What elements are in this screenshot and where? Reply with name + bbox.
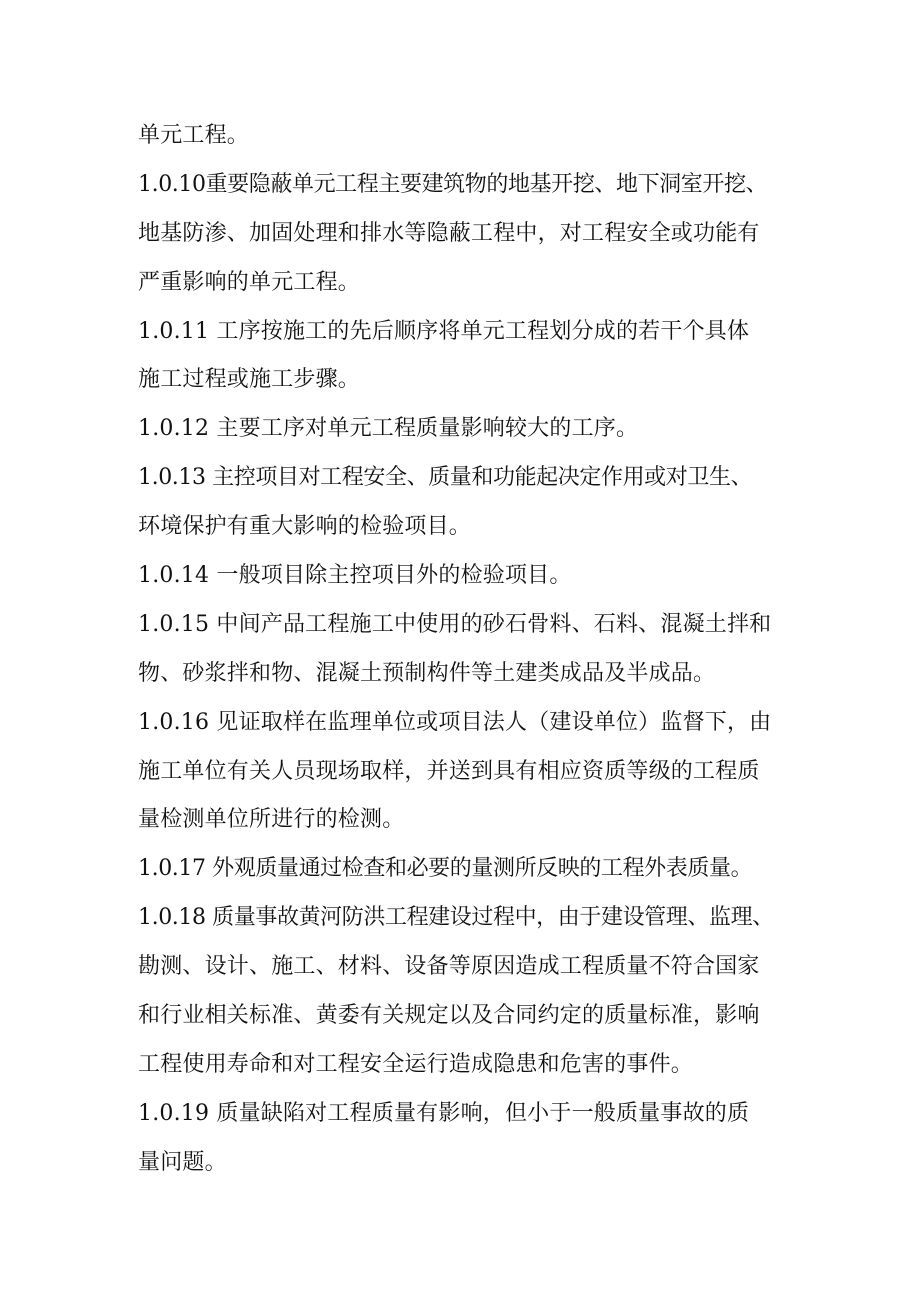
body-text <box>138 112 818 1188</box>
text-line: 施工过程或施工步骤。 <box>138 367 361 393</box>
text-line: 量问题。 <box>138 1149 227 1175</box>
text-line: 单元工程。 <box>138 123 250 148</box>
text-line: 量检测单位所进行的检测。 <box>138 807 405 833</box>
text-line: 和行业相关标准、黄委有关规定以及合同约定的质量标准，影响 <box>138 1003 760 1029</box>
text-line: 1.0.15 中间产品工程施工中使用的砂石骨料、石料、混凝土拌和 <box>138 611 772 637</box>
text-line: 1.0.13 主控项目对工程安全、质量和功能起决定作用或对卫生、 <box>138 465 753 491</box>
text-line: 物、砂浆拌和物、混凝土预制构件等土建类成品及半成品。 <box>138 660 716 686</box>
text-line: 1.0.14 一般项目除主控项目外的检验项目。 <box>138 563 572 589</box>
text-line: 1.0.17 外观质量通过检查和必要的量测所反映的工程外表质量。 <box>138 856 753 882</box>
text-line: 1.0.16 见证取样在监理单位或项目法人（建设单位）监督下，由 <box>138 709 772 735</box>
text-line: 施工单位有关人员现场取样，并送到具有相应资质等级的工程质 <box>138 758 760 784</box>
text-line: 环境保护有重大影响的检验项目。 <box>138 514 472 540</box>
text-line: 严重影响的单元工程。 <box>138 269 361 295</box>
text-line: 1.0.10重要隐蔽单元工程主要建筑物的地基开挖、地下洞室开挖、 <box>138 171 768 197</box>
text-line: 勘测、设计、施工、材料、设备等原因造成工程质量不符合国家 <box>138 954 760 980</box>
text-line: 工程使用寿命和对工程安全运行造成隐患和危害的事件。 <box>138 1051 694 1077</box>
text-line: 1.0.18 质量事故黄河防洪工程建设过程中，由于建设管理、监理、 <box>138 905 774 931</box>
text-line: 1.0.12 主要工序对单元工程质量影响较大的工序。 <box>138 416 639 442</box>
text-line: 1.0.11 工序按施工的先后顺序将单元工程划分成的若干个具体 <box>138 318 750 344</box>
text-line: 1.0.19 质量缺陷对工程质量有影响，但小于一般质量事故的质 <box>138 1100 750 1126</box>
text-line: 地基防渗、加固处理和排水等隐蔽工程中，对工程安全或功能有 <box>138 220 760 246</box>
